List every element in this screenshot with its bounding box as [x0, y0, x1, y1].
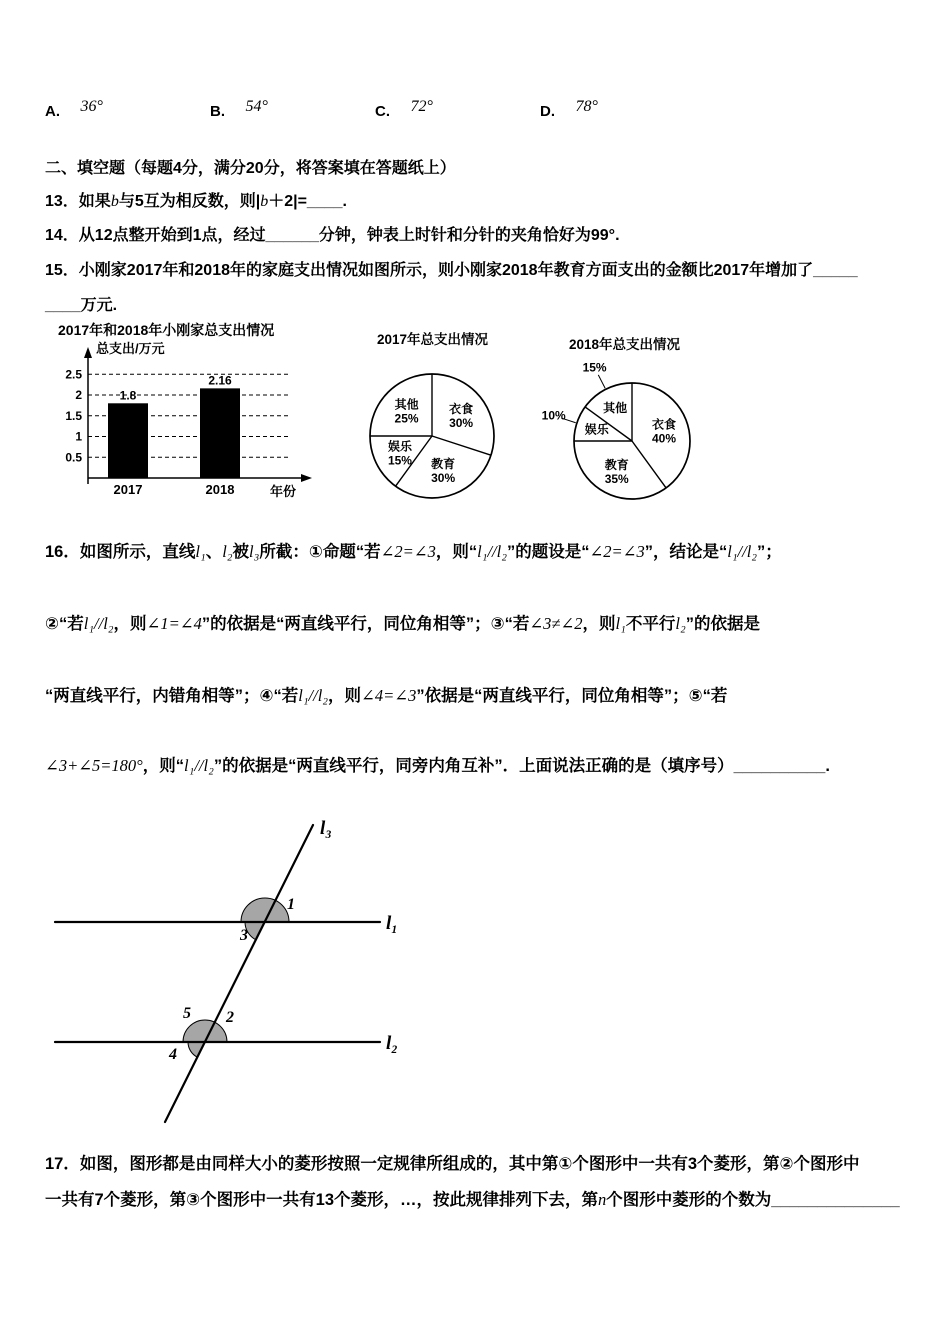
- section-2-header: 二、填空题（每题4分，满分20分，将答案填在答题纸上）: [45, 160, 456, 177]
- label-l3: l₃: [320, 818, 332, 839]
- text-fragment: ，则“: [435, 543, 478, 561]
- answer-options-row: [45, 98, 765, 135]
- text-fragment: ，则: [113, 615, 147, 633]
- option-a-value: 36°: [80, 98, 103, 115]
- option-d-value: 78°: [575, 98, 598, 115]
- text-fragment: 不平行: [625, 615, 676, 633]
- bar-chart-canvas: [45, 340, 355, 510]
- y-tick-label: 2: [75, 388, 82, 402]
- question-15-line-2: ____万元.: [45, 297, 118, 314]
- math-fragment: b: [260, 193, 269, 210]
- math-fragment: ∠1=∠4: [146, 614, 202, 633]
- text-fragment: 17．如图，图形都是由同样大小的菱形按照一定规律所组成的，其中第①个图形中一共有3个菱形，第②个图形中: [45, 1155, 860, 1173]
- bar-chart-title: 2017年和2018年小刚家总支出情况: [58, 322, 275, 338]
- text-fragment: 13．如果: [45, 193, 111, 210]
- pie-slice-label: 其他 25%: [394, 397, 419, 426]
- line-l3: [165, 825, 313, 1122]
- text-fragment: “两直线平行，内错角相等”；④“若: [45, 687, 299, 705]
- angle-4-arc: [188, 1042, 205, 1057]
- label-angle-1: 1: [287, 896, 295, 913]
- pie-chart-2018-title: 2018年总支出情况: [568, 337, 681, 352]
- math-fragment: ∠4=∠3: [361, 686, 417, 705]
- x-category-label: 2017: [113, 482, 143, 497]
- math-fragment: ∠3+∠5=180°: [45, 756, 143, 775]
- text-fragment: 所截：①命题“若: [259, 543, 381, 561]
- text-fragment: 被: [232, 543, 250, 561]
- option-d[interactable]: [540, 98, 598, 121]
- option-b[interactable]: [210, 98, 268, 121]
- y-tick-label: 0.5: [65, 450, 82, 465]
- bar-chart-figure: [45, 320, 365, 515]
- math-fragment: l₁//l₂: [298, 686, 329, 705]
- math-fragment: n: [598, 1190, 607, 1209]
- question-16-line-3: [45, 682, 727, 706]
- text-fragment: ”，结论是“: [644, 543, 728, 561]
- x-category-label: 2018: [205, 482, 235, 497]
- math-fragment: l₂: [222, 542, 233, 561]
- question-16-line-2: [45, 610, 760, 634]
- label-l1: l₁: [386, 913, 398, 934]
- text-fragment: ”的依据是: [685, 615, 760, 633]
- geometry-diagram: [40, 812, 460, 1142]
- label-angle-2: 2: [226, 1009, 234, 1026]
- text-fragment: ”依据是“两直线平行，同位角相等”；⑤“若: [416, 687, 728, 705]
- pie-chart-2017-title: 2017年总支出情况: [376, 332, 489, 347]
- angle-1-arc: [241, 898, 289, 922]
- x-axis-arrow: [301, 474, 312, 482]
- x-axis-title: 年份: [270, 484, 297, 499]
- option-d-letter: D.: [540, 103, 555, 120]
- y-tick-label: 1: [75, 429, 82, 444]
- pie-leader-line: [598, 375, 605, 388]
- text-fragment: 、: [205, 543, 223, 561]
- math-fragment: l₁//l₂: [727, 542, 758, 561]
- question-15-line-1: 15．小刚家2017年和2018年的家庭支出情况如图所示，则小刚家2018年教育方面支出的金额比2017年增加了_____: [45, 262, 858, 279]
- option-c-letter: C.: [375, 103, 390, 120]
- angle-5-2-arc: [183, 1020, 227, 1042]
- question-17-line-2: [45, 1186, 900, 1210]
- pie-slice-label: 娱乐 15%: [387, 439, 412, 468]
- text-fragment: ②“若: [45, 615, 84, 633]
- y-tick-label: 2.5: [65, 367, 82, 382]
- pie-outside-pct-label: 10%: [541, 408, 566, 423]
- label-l2: l₂: [386, 1033, 398, 1054]
- label-angle-3: 3: [240, 927, 248, 944]
- text-fragment: 16．如图所示，直线: [45, 543, 196, 561]
- bar-2017: [108, 403, 148, 478]
- math-fragment: l₁: [615, 614, 626, 633]
- math-fragment: ∠3≠∠2: [529, 614, 583, 633]
- math-fragment: b: [110, 193, 119, 210]
- question-16-line-4: [45, 752, 830, 776]
- text-fragment: ”；: [757, 543, 782, 561]
- option-c-value: 72°: [410, 98, 433, 115]
- pie-slice-label: 衣食 40%: [651, 417, 677, 446]
- text-fragment: ”的题设是“: [506, 543, 590, 561]
- text-fragment: ”的依据是“两直线平行，同旁内角互补”．上面说法正确的是（填序号）__________.: [213, 757, 830, 775]
- math-fragment: l₁: [195, 542, 206, 561]
- y-axis-title: 总支出/万元: [96, 341, 165, 356]
- math-fragment: l₂: [675, 614, 686, 633]
- pie-chart-2017-figure: [350, 328, 515, 513]
- bar-value-label: 2.16: [208, 373, 232, 388]
- pie-slice-label: 教育 30%: [431, 457, 456, 486]
- label-angle-4: 4: [169, 1046, 177, 1063]
- text-fragment: ，则: [328, 687, 362, 705]
- option-a-letter: A.: [45, 103, 60, 120]
- label-angle-5: 5: [183, 1005, 191, 1022]
- math-fragment: l₁//l₂: [184, 756, 214, 775]
- bar-2018: [200, 388, 240, 478]
- pie-chart-2018-figure: [532, 333, 717, 518]
- text-fragment: 个图形中菱形的个数为______________: [606, 1191, 900, 1209]
- angle-3-arc: [245, 922, 265, 940]
- question-14: 14．从12点整开始到1点，经过______分钟，钟表上时针和分针的夹角恰好为99°.: [45, 227, 620, 244]
- math-fragment: l₁//l₂: [477, 542, 507, 561]
- pie-slice-label: 娱乐: [584, 422, 609, 437]
- text-fragment: 与5互为相反数，则|: [118, 193, 261, 210]
- option-a[interactable]: [45, 98, 103, 121]
- question-13: [45, 188, 347, 211]
- option-c[interactable]: [375, 98, 433, 121]
- text-fragment: ＋2|=____.: [268, 193, 347, 210]
- option-b-value: 54°: [245, 98, 268, 115]
- question-16-line-1: [45, 538, 782, 562]
- pie-slice-label: 其他: [603, 400, 628, 415]
- text-fragment: 一共有7个菱形，第③个图形中一共有13个菱形，…，按此规律排列下去，第: [45, 1191, 598, 1209]
- text-fragment: ，则“: [142, 757, 185, 775]
- y-axis-arrow: [84, 347, 92, 358]
- math-fragment: l₃: [249, 542, 260, 561]
- pie-slice-label: 教育 35%: [604, 457, 629, 486]
- text-fragment: ”的依据是“两直线平行，同位角相等”；③“若: [201, 615, 530, 633]
- math-fragment: ∠2=∠3: [380, 542, 436, 561]
- pie-outside-pct-label: 15%: [582, 360, 607, 375]
- pie-chart-2017-canvas: [350, 348, 515, 508]
- bar-value-label: 1.8: [119, 388, 137, 403]
- question-17-line-1: [45, 1150, 859, 1174]
- pie-slice-label: 衣食 30%: [449, 401, 474, 430]
- math-fragment: ∠2=∠3: [589, 542, 645, 561]
- option-b-letter: B.: [210, 103, 225, 120]
- y-tick-label: 1.5: [65, 408, 82, 423]
- text-fragment: ，则: [582, 615, 616, 633]
- pie-chart-2018-canvas: [532, 353, 717, 513]
- math-fragment: l₁//l₂: [83, 614, 114, 633]
